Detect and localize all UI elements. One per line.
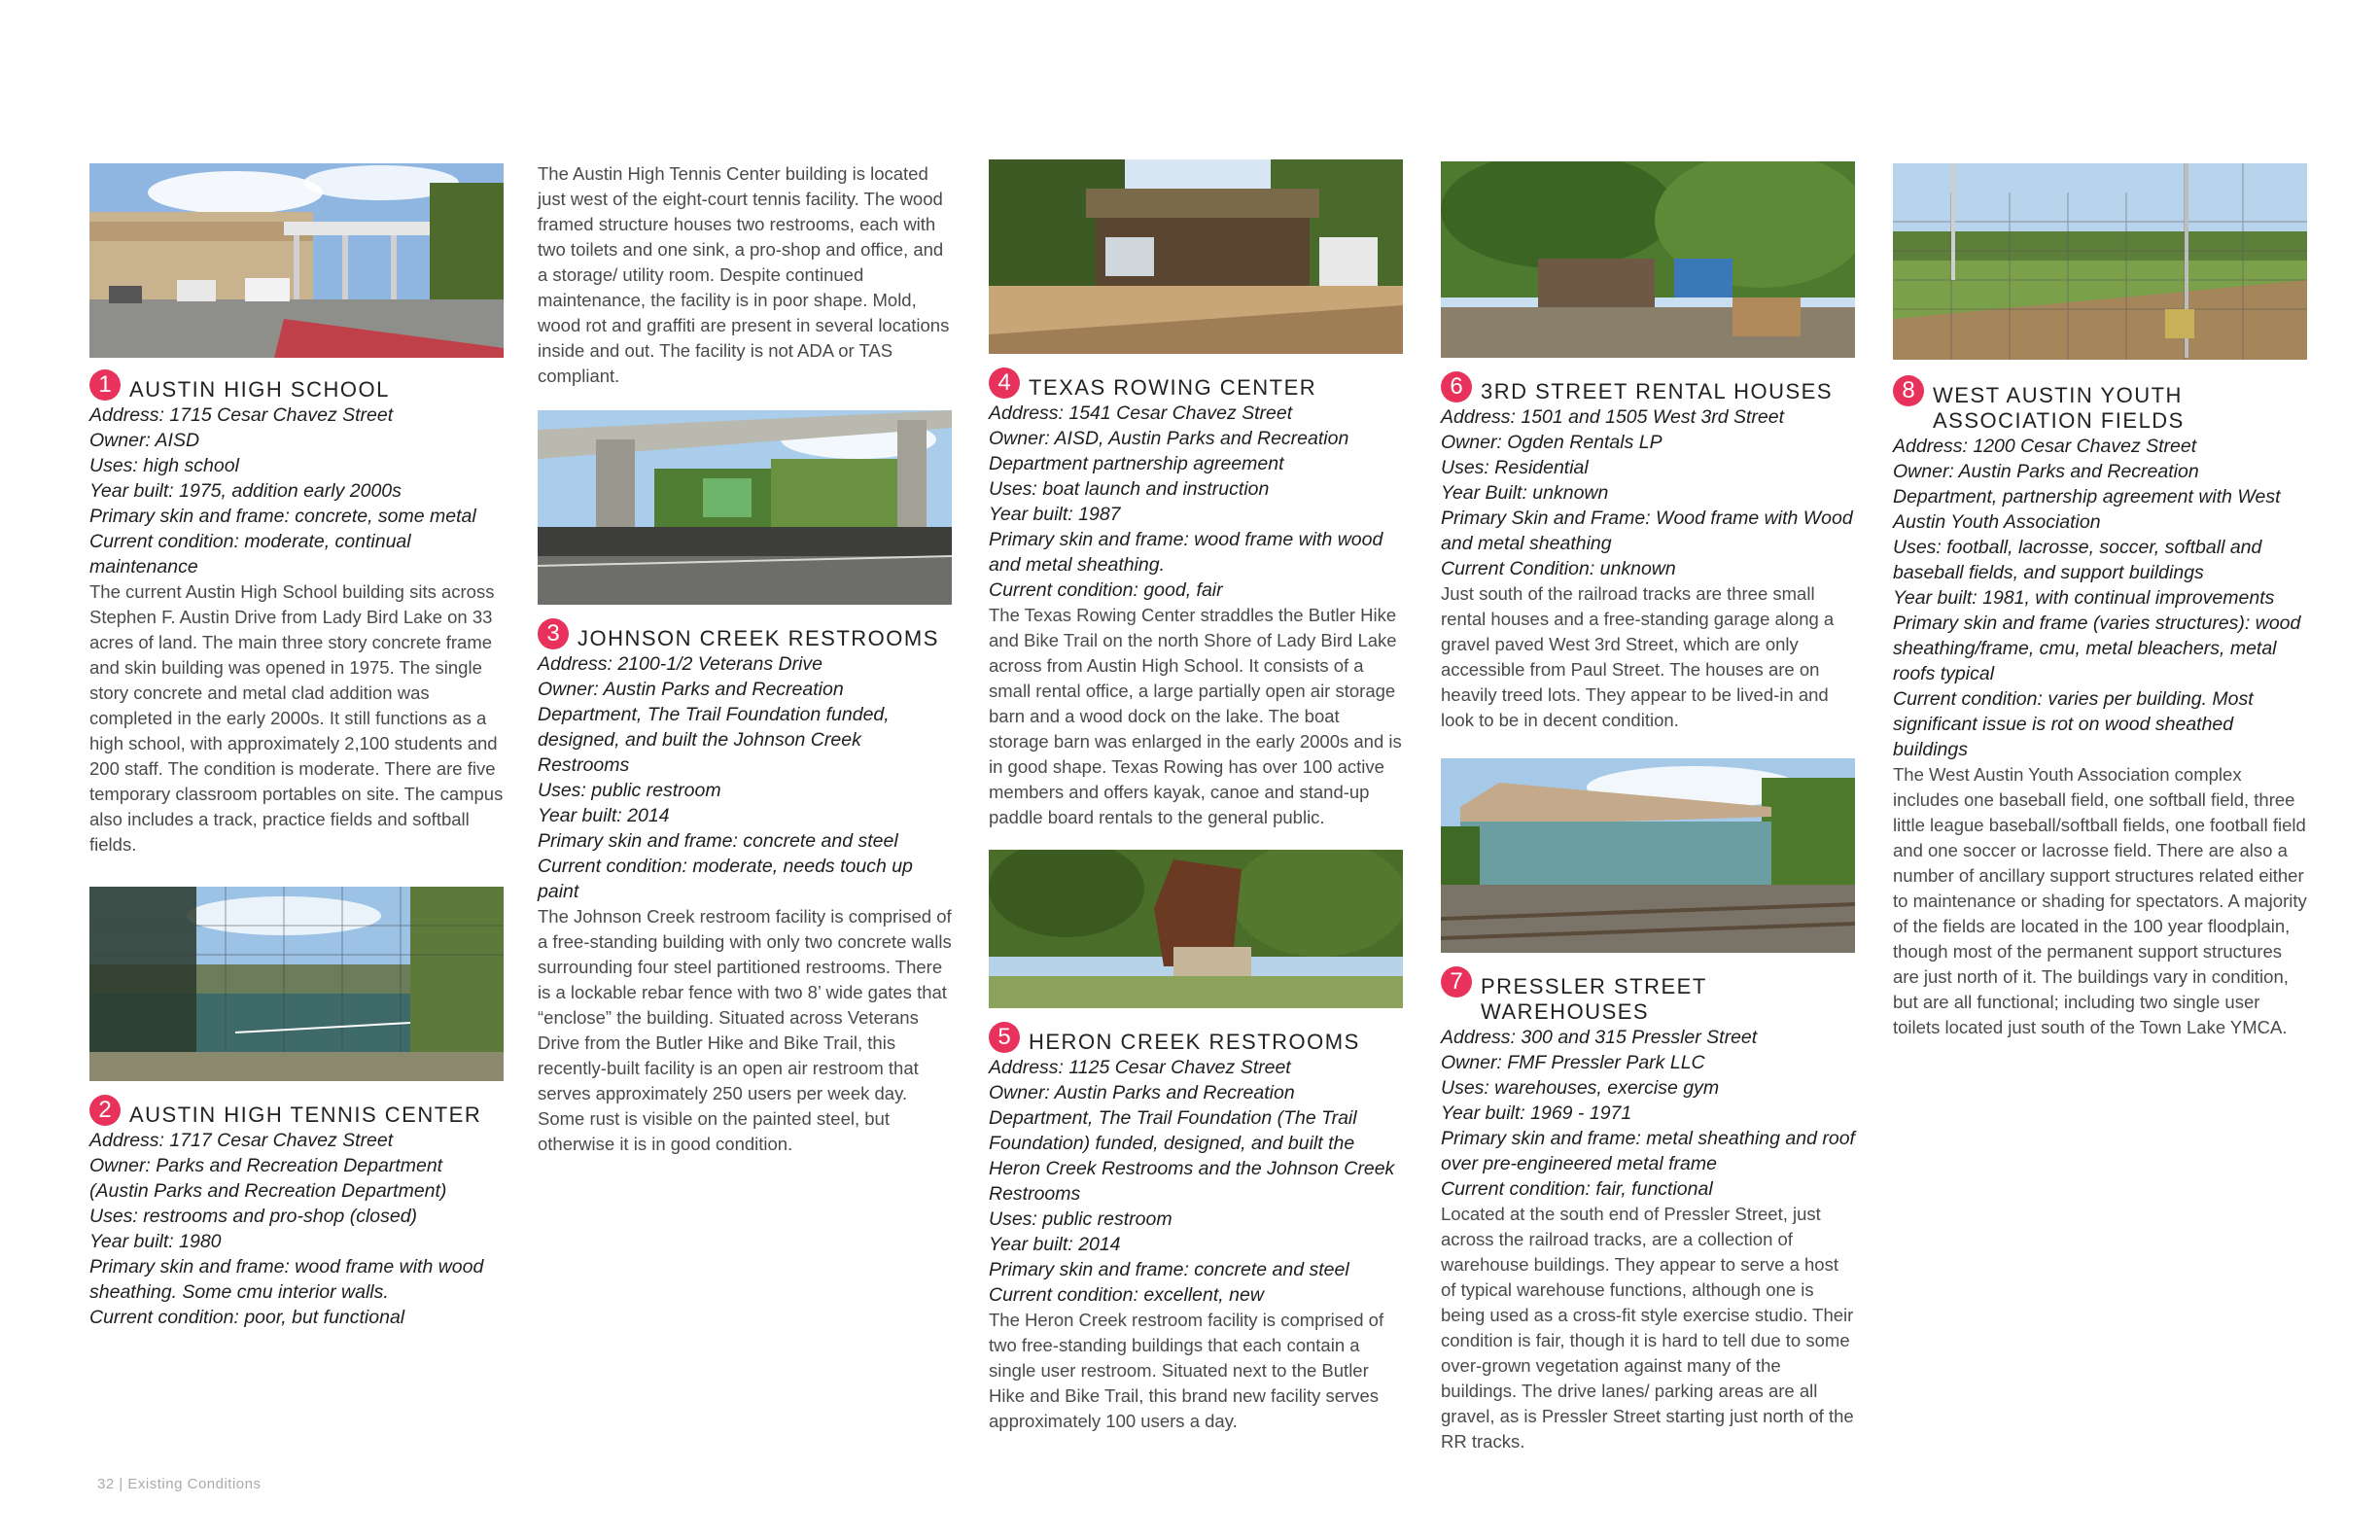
site-5-year-built: Year built: 2014 xyxy=(989,1234,1121,1255)
site-5-skin-frame: Primary skin and frame: concrete and steel xyxy=(989,1259,1349,1280)
site-2-facts xyxy=(89,1128,504,1330)
site-2-skin-frame: Primary skin and frame: wood frame with wood sheathing. Some cmu interior walls. xyxy=(89,1256,484,1303)
site-7-facts xyxy=(1441,1025,1855,1202)
site-2-title: AUSTIN HIGH TENNIS CENTER xyxy=(129,1102,482,1127)
site-3-facts xyxy=(538,651,952,904)
site-7-address: Address: 300 and 315 Pressler Street xyxy=(1441,1027,1758,1048)
site-3-condition: Current condition: moderate, needs touch up paint xyxy=(538,856,913,902)
austin-high-school-photo xyxy=(89,163,504,358)
site-8-number-badge: 8 xyxy=(1893,375,1924,406)
page-footer: 32 | Existing Conditions xyxy=(97,1476,262,1492)
texas-rowing-center-photo xyxy=(989,159,1403,354)
site-4-owner: Owner: AISD, Austin Parks and Recreation Department partnership agreement xyxy=(989,428,1349,474)
site-3-owner: Owner: Austin Parks and Recreation Department, The Trail Foundation funded, designed, and built the Johnson Creek Restrooms xyxy=(538,679,890,776)
site-1-skin-frame: Primary skin and frame: concrete, some metal xyxy=(89,506,476,527)
site-1-condition: Current condition: moderate, continual maintenance xyxy=(89,531,411,578)
site-3-address: Address: 2100-1/2 Veterans Drive xyxy=(538,653,823,675)
column-2 xyxy=(538,161,952,1157)
site-1-description: The current Austin High School building sits across Stephen F. Austin Drive from Lady Bird Lake on 33 acres of land. The main three story concrete frame and skin building was opened in 1975. The single story concrete and metal clad addition was completed in the early 2000s. It still functions as a high school, with approximately 2,100 students and 200 staff. The condition is moderate. There are five temporary classroom portables on site. The campus also includes a track, practice fields and softball fields. xyxy=(89,581,504,855)
site-5-uses: Uses: public restroom xyxy=(989,1208,1172,1230)
site-3-number-badge: 3 xyxy=(538,618,569,649)
site-4-heading xyxy=(989,368,1403,401)
site-4-uses: Uses: boat launch and instruction xyxy=(989,478,1270,500)
austin-high-tennis-center-photo xyxy=(89,887,504,1081)
site-5-heading xyxy=(989,1022,1403,1055)
site-1-address: Address: 1715 Cesar Chavez Street xyxy=(89,404,394,426)
column-1 xyxy=(89,163,504,1330)
site-1-title: AUSTIN HIGH SCHOOL xyxy=(129,377,390,402)
site-1-heading xyxy=(89,369,504,402)
site-6-title: 3RD STREET RENTAL HOUSES xyxy=(1481,379,1833,403)
site-8-uses: Uses: football, lacrosse, soccer, softball and baseball fields, and support buildings xyxy=(1893,537,2262,583)
west-austin-youth-association-fields-photo xyxy=(1893,163,2307,360)
site-5-number-badge: 5 xyxy=(989,1022,1020,1053)
site-4-facts xyxy=(989,401,1403,603)
site-8-title: WEST AUSTIN YOUTH ASSOCIATION FIELDS xyxy=(1933,383,2185,433)
site-1-number-badge: 1 xyxy=(89,369,121,401)
site-2-uses: Uses: restrooms and pro-shop (closed) xyxy=(89,1206,418,1227)
site-3-uses: Uses: public restroom xyxy=(538,780,721,801)
site-6-year-built: Year Built: unknown xyxy=(1441,482,1609,504)
site-6-address: Address: 1501 and 1505 West 3rd Street xyxy=(1441,406,1785,428)
site-7-heading xyxy=(1441,966,1855,1025)
site-6-condition: Current Condition: unknown xyxy=(1441,558,1676,579)
site-1-year-built: Year built: 1975, addition early 2000s xyxy=(89,480,402,502)
site-8-condition: Current condition: varies per building. Most significant issue is rot on wood sheathed buildings xyxy=(1893,688,2254,760)
site-6-number-badge: 6 xyxy=(1441,371,1472,402)
site-7-condition: Current condition: fair, functional xyxy=(1441,1178,1713,1200)
heron-creek-restrooms-photo xyxy=(989,850,1403,1008)
site-3-skin-frame: Primary skin and frame: concrete and steel xyxy=(538,830,898,852)
3rd-street-rental-houses-photo xyxy=(1441,161,1855,358)
site-1-owner: Owner: AISD xyxy=(89,430,200,451)
pressler-street-warehouses-photo xyxy=(1441,758,1855,953)
site-1-uses: Uses: high school xyxy=(89,455,239,476)
site-2-description: The Austin High Tennis Center building is located just west of the eight-court tennis facility. The wood framed structure houses two restrooms, each with two toilets and one sink, a pro-shop and office, and a storage/ utility room. Despite continued maintenance, the facility is in poor shape. Mold, wood rot and graffiti are present in several locations inside and out. The facility is not ADA or TAS compliant. xyxy=(538,163,950,386)
site-4-year-built: Year built: 1987 xyxy=(989,504,1121,525)
site-4-description: The Texas Rowing Center straddles the Butler Hike and Bike Trail on the north Shore of Lady Bird Lake across from Austin High School. It consists of a small rental office, a large partially open air storage barn and a wood dock on the lake. The boat storage barn was enlarged in the early 2000s and is in good shape. Texas Rowing has over 100 active members and offers kayak, canoe and stand-up paddle board rentals to the general public. xyxy=(989,605,1402,827)
column-3 xyxy=(989,159,1403,1434)
site-6-uses: Uses: Residential xyxy=(1441,457,1589,478)
site-5-description: The Heron Creek restroom facility is comprised of two free-standing buildings that each contain a single user restroom. Situated next to the Butler Hike and Bike Trail, this brand new facility serves approximately 100 users a day. xyxy=(989,1310,1384,1431)
site-4-address: Address: 1541 Cesar Chavez Street xyxy=(989,402,1293,424)
site-4-number-badge: 4 xyxy=(989,368,1020,399)
site-2-heading xyxy=(89,1095,504,1128)
site-7-description: Located at the south end of Pressler Street, just across the railroad tracks, are a collection of warehouse buildings. They appear to serve a host of typical warehouse functions, although one is being used as a cross-fit style exercise studio. Their condition is fair, though it is hard to tell due to some over-grown vegetation against many of the buildings. The drive lanes/ parking areas are all gravel, as is Pressler Street starting just north of the RR tracks. xyxy=(1441,1204,1854,1452)
site-7-uses: Uses: warehouses, exercise gym xyxy=(1441,1077,1720,1099)
site-4-skin-frame: Primary skin and frame: wood frame with wood and metal sheathing. xyxy=(989,529,1383,576)
site-2-year-built: Year built: 1980 xyxy=(89,1231,222,1252)
site-6-description: Just south of the railroad tracks are three small rental houses and a free-standing garage along a gravel paved West 3rd Street, which are only accessible from Paul Street. The houses are on heavily treed lots. They appear to be lived-in and look to be in decent condition. xyxy=(1441,583,1835,730)
site-8-skin-frame: Primary skin and frame (varies structures): wood sheathing/frame, cmu, metal bleachers, metal roofs typical xyxy=(1893,612,2301,684)
site-2-condition: Current condition: poor, but functional xyxy=(89,1307,405,1328)
site-8-address: Address: 1200 Cesar Chavez Street xyxy=(1893,436,2197,457)
column-5 xyxy=(1893,163,2307,1040)
site-3-year-built: Year built: 2014 xyxy=(538,805,670,826)
site-7-year-built: Year built: 1969 - 1971 xyxy=(1441,1102,1632,1124)
site-8-owner: Owner: Austin Parks and Recreation Department, partnership agreement with West Austin Youth Association xyxy=(1893,461,2281,533)
site-4-title: TEXAS ROWING CENTER xyxy=(1029,375,1317,400)
site-8-year-built: Year built: 1981, with continual improvements xyxy=(1893,587,2275,609)
site-7-title: PRESSLER STREET WAREHOUSES xyxy=(1481,974,1707,1024)
site-2-owner: Owner: Parks and Recreation Department (Austin Parks and Recreation Department) xyxy=(89,1155,447,1202)
column-4 xyxy=(1441,161,1855,1454)
site-3-heading xyxy=(538,618,952,651)
site-1-facts xyxy=(89,402,504,579)
site-5-address: Address: 1125 Cesar Chavez Street xyxy=(989,1057,1291,1078)
site-2-number-badge: 2 xyxy=(89,1095,121,1126)
site-8-facts xyxy=(1893,434,2307,762)
site-7-skin-frame: Primary skin and frame: metal sheathing and roof over pre-engineered metal frame xyxy=(1441,1128,1855,1174)
site-8-description: The West Austin Youth Association complex includes one baseball field, one softball field, three little league baseball/softball fields, one football field and one soccer or lacrosse field. There are also a number of ancillary support structures related either to maintenance or shading for spectators. A majority of the fields are located in the 100 year floodplain, though most of the permanent support structures are just north of it. The buildings vary in condition, but are all functional; including two single user toilets located just south of the Town Lake YMCA. xyxy=(1893,764,2307,1037)
site-6-skin-frame: Primary Skin and Frame: Wood frame with Wood and metal sheathing xyxy=(1441,508,1853,554)
site-4-condition: Current condition: good, fair xyxy=(989,579,1223,601)
site-6-heading xyxy=(1441,371,1855,404)
site-5-title: HERON CREEK RESTROOMS xyxy=(1029,1030,1360,1054)
site-6-owner: Owner: Ogden Rentals LP xyxy=(1441,432,1662,453)
site-2-address: Address: 1717 Cesar Chavez Street xyxy=(89,1130,394,1151)
site-6-facts xyxy=(1441,404,1855,581)
site-5-owner: Owner: Austin Parks and Recreation Department, The Trail Foundation (The Trail Foundation) funded, designed, and built the Heron Creek Restrooms and the Johnson Creek Restrooms xyxy=(989,1082,1395,1205)
site-7-number-badge: 7 xyxy=(1441,966,1472,998)
site-3-title: JOHNSON CREEK RESTROOMS xyxy=(578,626,939,650)
site-5-condition: Current condition: excellent, new xyxy=(989,1284,1264,1306)
johnson-creek-restrooms-photo xyxy=(538,410,952,605)
site-8-heading xyxy=(1893,375,2307,434)
site-7-owner: Owner: FMF Pressler Park LLC xyxy=(1441,1052,1705,1073)
site-5-facts xyxy=(989,1055,1403,1308)
site-3-description: The Johnson Creek restroom facility is comprised of a free-standing building with only two concrete walls surrounding four steel partitioned restrooms. There is a lockable rebar fence with two 8’ wide gates that “enclose” the building. Situated across Veterans Drive from the Butler Hike and Bike Trail, this recently-built facility is an open air restroom that serves approximately 250 users per week day. Some rust is visible on the painted steel, but otherwise it is in good condition. xyxy=(538,906,952,1154)
